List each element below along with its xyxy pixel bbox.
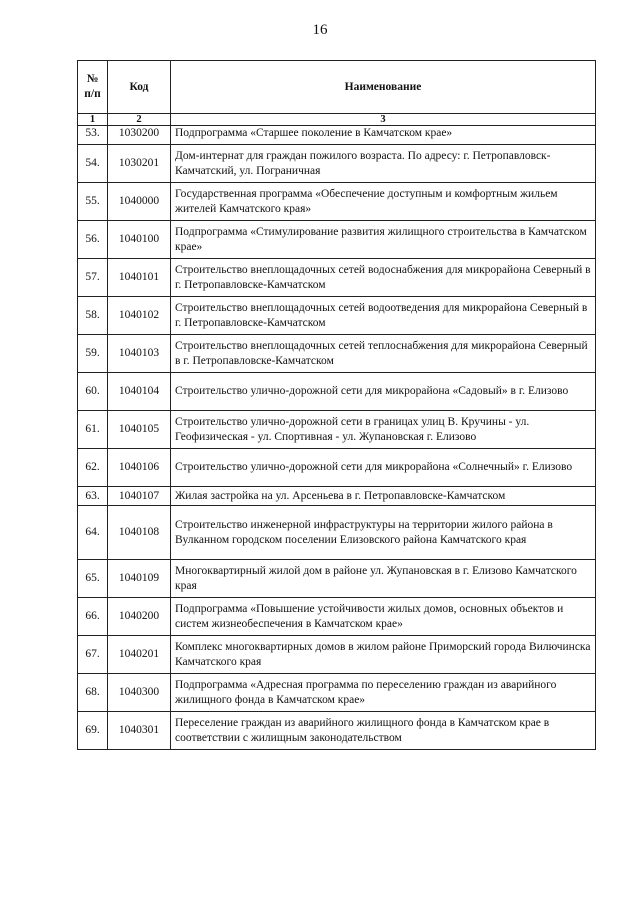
row-code: 1040103 — [108, 335, 171, 373]
row-code: 1030201 — [108, 145, 171, 183]
index-col-1: 1 — [78, 114, 108, 126]
row-name: Строительство улично-дорожной сети для микрорайона «Садовый» в г. Елизово — [171, 373, 596, 411]
table-row — [78, 636, 596, 674]
row-num: 65. — [78, 560, 108, 598]
row-name: Строительство внеплощадочных сетей водоснабжения для микрорайона Северный в г. Петропавловске-Камчатском — [171, 259, 596, 297]
header-code: Код — [108, 61, 171, 114]
row-num: 57. — [78, 259, 108, 297]
header-name: Наименование — [171, 61, 596, 114]
row-num: 62. — [78, 449, 108, 487]
row-name: Строительство улично-дорожной сети для микрорайона «Солнечный» г. Елизово — [171, 449, 596, 487]
row-num: 54. — [78, 145, 108, 183]
table-row — [78, 126, 596, 145]
row-num: 58. — [78, 297, 108, 335]
row-num: 66. — [78, 598, 108, 636]
table-row — [78, 411, 596, 449]
row-num: 60. — [78, 373, 108, 411]
row-name: Строительство внеплощадочных сетей водоотведения для микрорайона Северный в г. Петропавловске-Камчатском — [171, 297, 596, 335]
index-col-3: 3 — [171, 114, 596, 126]
table-row — [78, 259, 596, 297]
row-code: 1040100 — [108, 221, 171, 259]
row-code: 1030200 — [108, 126, 171, 145]
row-num: 69. — [78, 712, 108, 750]
table-index-row — [78, 114, 596, 126]
row-code: 1040300 — [108, 674, 171, 712]
row-name: Подпрограмма «Повышение устойчивости жилых домов, основных объектов и систем жизнеобеспечения в Камчатском крае» — [171, 598, 596, 636]
row-code: 1040301 — [108, 712, 171, 750]
table-row — [78, 487, 596, 506]
row-code: 1040109 — [108, 560, 171, 598]
page-number: 16 — [312, 22, 328, 38]
row-code: 1040201 — [108, 636, 171, 674]
row-code: 1040000 — [108, 183, 171, 221]
table-row — [78, 183, 596, 221]
row-code: 1040101 — [108, 259, 171, 297]
row-name: Подпрограмма «Адресная программа по переселению граждан из аварийного жилищного фонда в Камчатском крае» — [171, 674, 596, 712]
row-num: 53. — [78, 126, 108, 145]
row-code: 1040104 — [108, 373, 171, 411]
row-num: 68. — [78, 674, 108, 712]
row-code: 1040106 — [108, 449, 171, 487]
row-name: Подпрограмма «Стимулирование развития жилищного строительства в Камчатском крае» — [171, 221, 596, 259]
table-row — [78, 506, 596, 560]
index-col-2: 2 — [108, 114, 171, 126]
row-num: 61. — [78, 411, 108, 449]
row-name: Государственная программа «Обеспечение доступным и комфортным жильем жителей Камчатского края» — [171, 183, 596, 221]
row-name: Жилая застройка на ул. Арсеньева в г. Петропавловске-Камчатском — [171, 487, 596, 506]
row-code: 1040108 — [108, 506, 171, 560]
row-code: 1040105 — [108, 411, 171, 449]
row-name: Подпрограмма «Старшее поколение в Камчатском крае» — [171, 126, 596, 145]
row-code: 1040200 — [108, 598, 171, 636]
row-name: Строительство инженерной инфраструктуры на территории жилого района в Вулканном городском поселении Елизовского района Камчатского края — [171, 506, 596, 560]
table-row — [78, 335, 596, 373]
table-row — [78, 598, 596, 636]
table-row — [78, 560, 596, 598]
table-row — [78, 674, 596, 712]
row-num: 55. — [78, 183, 108, 221]
row-code: 1040107 — [108, 487, 171, 506]
table-row — [78, 297, 596, 335]
table-row — [78, 712, 596, 750]
row-num: 64. — [78, 506, 108, 560]
row-num: 67. — [78, 636, 108, 674]
row-name: Многоквартирный жилой дом в районе ул. Жупановская в г. Елизово Камчатского края — [171, 560, 596, 598]
header-num: № п/п — [78, 61, 108, 114]
row-name: Строительство улично-дорожной сети в границах улиц В. Кручины - ул. Геофизическая - ул. Спортивная - ул. Жупановская г. Елизово — [171, 411, 596, 449]
row-name: Переселение граждан из аварийного жилищного фонда в Камчатском крае в соответствии с жилищным законодательством — [171, 712, 596, 750]
row-code: 1040102 — [108, 297, 171, 335]
classification-table — [77, 60, 596, 750]
row-num: 63. — [78, 487, 108, 506]
row-name: Комплекс многоквартирных домов в жилом районе Приморский города Вилючинска Камчатского края — [171, 636, 596, 674]
table-row — [78, 145, 596, 183]
table-header-row — [78, 61, 596, 114]
row-name: Дом-интернат для граждан пожилого возраста. По адресу: г. Петропавловск-Камчатский, ул. Пограничная — [171, 145, 596, 183]
table-row — [78, 373, 596, 411]
row-num: 59. — [78, 335, 108, 373]
row-name: Строительство внеплощадочных сетей теплоснабжения для микрорайона Северный в г. Петропавловске-Камчатском — [171, 335, 596, 373]
table-row — [78, 221, 596, 259]
table-row — [78, 449, 596, 487]
row-num: 56. — [78, 221, 108, 259]
